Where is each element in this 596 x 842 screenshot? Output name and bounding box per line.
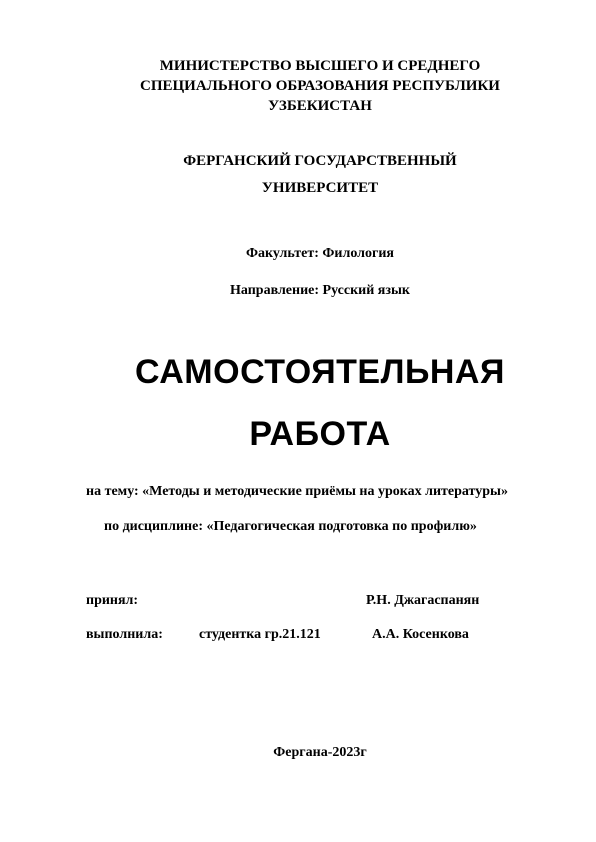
accepted-name: Р.Н. Джагаспанян [366, 593, 480, 608]
footer-city-year: Фергана-2023г [273, 745, 367, 760]
university-line: ФЕРГАНСКИЙ ГОСУДАРСТВЕННЫЙ [183, 153, 457, 169]
performed-role: студентка гр.21.121 [199, 627, 321, 642]
document-title-line-2: РАБОТА [249, 415, 391, 453]
university-heading [0, 152, 596, 197]
topic: на тему: «Методы и методические приёмы на уроках литературы» [86, 484, 508, 499]
direction: Направление: Русский язык [230, 283, 410, 298]
ministry-line: МИНИСТЕРСТВО ВЫСШЕГО И СРЕДНЕГО [159, 58, 481, 74]
ministry-heading [0, 56, 596, 116]
ministry-line: УЗБЕКИСТАН [268, 98, 372, 114]
performed-name: А.А. Косенкова [372, 627, 469, 642]
discipline: по дисциплине: «Педагогическая подготовка по профилю» [104, 519, 477, 534]
accepted-label: принял: [86, 593, 139, 608]
university-line: УНИВЕРСИТЕТ [261, 180, 379, 196]
performed-label: выполнила: [86, 627, 163, 642]
faculty: Факультет: Филология [245, 246, 394, 261]
ministry-line: СПЕЦИАЛЬНОГО ОБРАЗОВАНИЯ РЕСПУБЛИКИ [140, 78, 500, 94]
document-title-line-1: САМОСТОЯТЕЛЬНАЯ [135, 353, 505, 391]
